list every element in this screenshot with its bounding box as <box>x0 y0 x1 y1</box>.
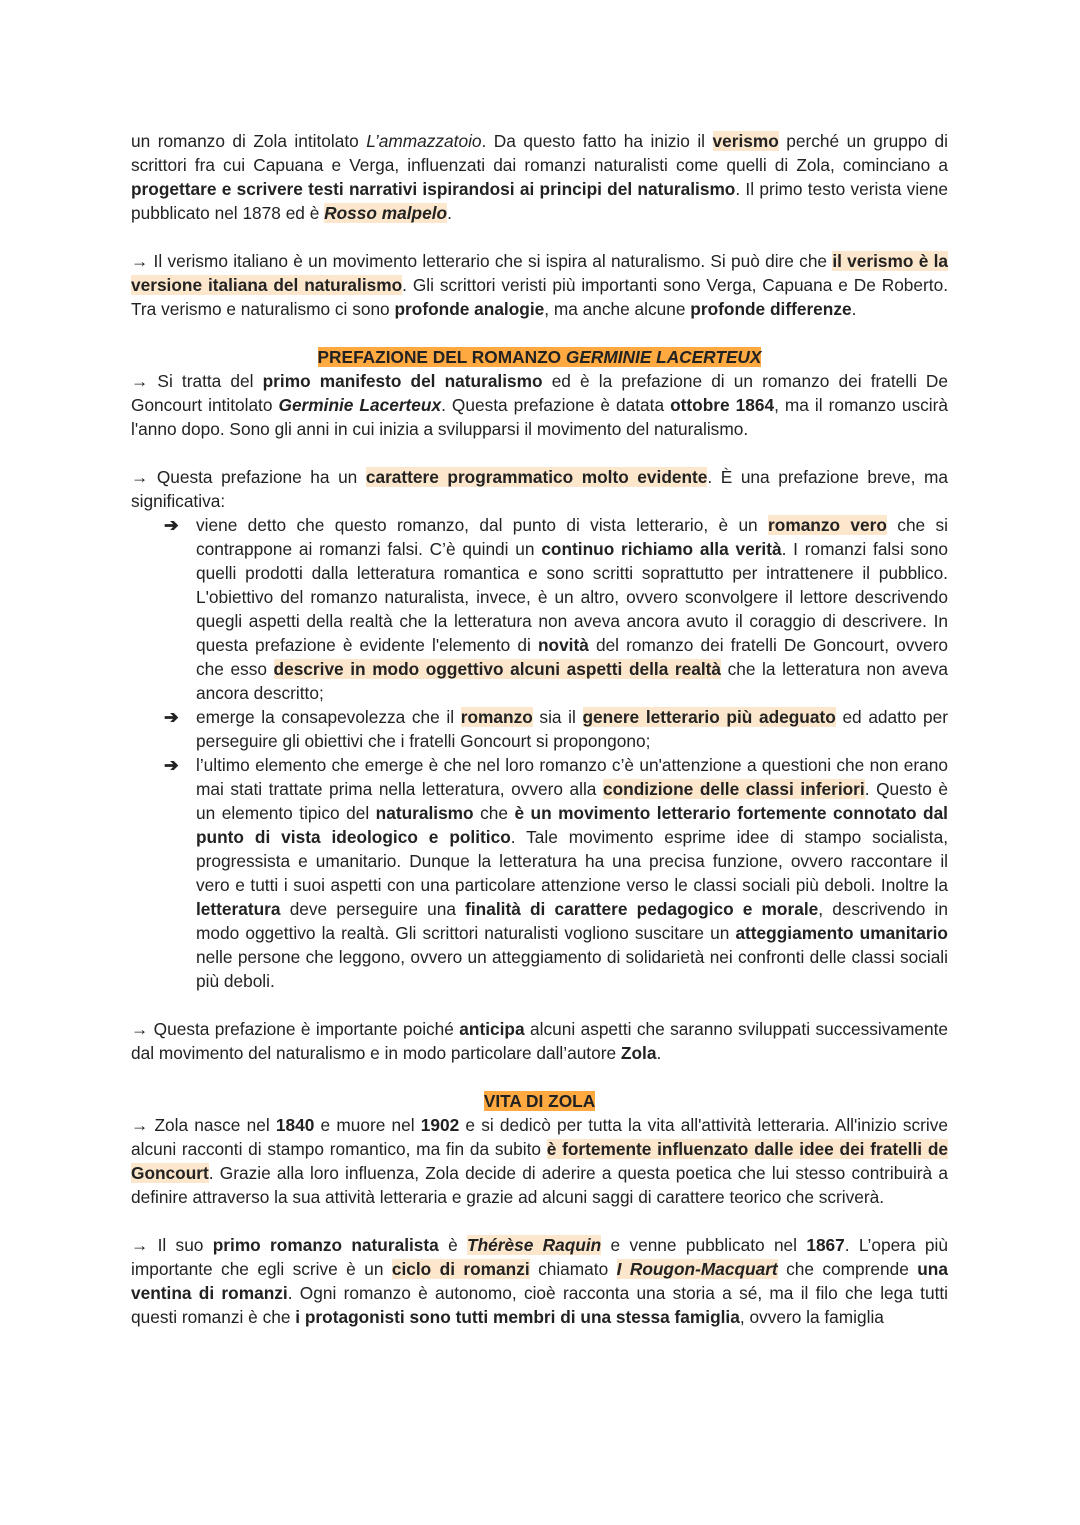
text: perché un gruppo di scrittori fra cui Capuana e Verga, influenzati dai romanzi naturalisti come quelli di Zola, cominciano a <box>131 131 948 175</box>
section-title-text: VITA DI ZOLA <box>483 1091 596 1111</box>
bold-text: è un movimento letterario fortemente connotato dal punto di vista ideologico e politico <box>196 803 948 847</box>
text: del romanzo dei fratelli De Goncourt, ovvero che esso <box>196 635 948 679</box>
text: ed adatto per perseguire gli obiettivi che i fratelli Goncourt si propongono; <box>196 707 948 751</box>
highlight: carattere programmatico molto evidente <box>365 467 708 487</box>
text: → Il suo <box>131 1235 213 1255</box>
text: chiamato <box>529 1259 617 1279</box>
book-title-highlight: Rosso malpelo <box>324 203 448 223</box>
highlight: condizione delle classi inferiori <box>603 779 865 799</box>
list-item <box>131 513 948 705</box>
bold-text: anticipa <box>459 1019 525 1039</box>
bold-text: i protagonisti sono tutti membri di una stessa famiglia <box>295 1307 740 1327</box>
book-title-highlight: Thérèse Raquin <box>467 1235 602 1255</box>
text: che si contrappone ai romanzi falsi. C’è quindi un <box>196 515 949 559</box>
bold-text: Zola <box>620 1043 657 1063</box>
text: . <box>851 299 857 319</box>
bold-text: progettare e scrivere testi narrativi ispirandosi ai principi del naturalismo <box>131 179 736 199</box>
text: , ma anche alcune <box>544 299 691 319</box>
section-title-text: PREFAZIONE DEL ROMANZO <box>317 347 566 367</box>
text: . I romanzi falsi sono quelli prodotti dalla letteratura romantica e sono scritti soprattutto per intrattenere il pubblico. L'obiettivo del romanzo naturalista, invece, è un altro, ovvero sconvolgere il lettore descrivendo quegli aspetti della realtà che la letteratura non aveva ancora avuto il coraggio di descrivere. In questa prefazione è evidente l'elemento di <box>196 539 949 655</box>
text: . Ogni romanzo è autonomo, cioè racconta una storia a sé, ma il filo che lega tutti questi romanzi è che <box>131 1283 949 1327</box>
zola-paragraph-1 <box>131 1113 948 1209</box>
prefazione-paragraph-2 <box>131 465 948 513</box>
text: . L’opera più importante che egli scrive è un <box>131 1235 948 1279</box>
text: l’ultimo elemento che emerge è che nel loro romanzo c’è un'attenzione a questioni che non erano mai stati trattate prima nella letteratura, ovvero alla <box>196 755 948 799</box>
text: alcuni aspetti che saranno sviluppati successivamente dal movimento del naturalismo e in modo particolare dall’autore <box>131 1019 948 1063</box>
text: nelle persone che leggono, ovvero un atteggiamento di solidarietà nei confronti delle classi sociali più deboli. <box>196 947 948 991</box>
text: che <box>473 803 515 823</box>
text: → Il verismo italiano è un movimento letterario che si ispira al naturalismo. Si può dire che <box>131 251 833 271</box>
text: . Da questo fatto ha inizio il <box>481 131 713 151</box>
bold-text: ottobre 1864 <box>670 395 775 415</box>
document-page <box>131 129 948 1329</box>
text: . Questo è un elemento tipico del <box>196 779 948 823</box>
intro-paragraph <box>131 129 948 225</box>
bold-text: 1902 <box>420 1115 460 1135</box>
bold-text: finalità di carattere pedagogico e morale <box>465 899 819 919</box>
highlight: romanzo <box>460 707 533 727</box>
book-title: L’ammazzatoio <box>366 131 482 151</box>
text: . Questa prefazione è datata <box>441 395 671 415</box>
section-title-book: GERMINIE LACERTEUX <box>565 347 762 367</box>
prefazione-paragraph-1 <box>131 369 948 441</box>
section-title-vita-di-zola <box>131 1089 948 1113</box>
highlight-verismo: verismo <box>712 131 779 151</box>
text: un romanzo di Zola intitolato <box>131 131 367 151</box>
text: ed è la prefazione di un romanzo dei fratelli De Goncourt intitolato <box>131 371 949 415</box>
text: . <box>656 1043 662 1063</box>
highlight: genere letterario più adeguato <box>582 707 836 727</box>
text: , descrivendo in modo oggettivo la realtà. Gli scrittori naturalisti vogliono suscitare un <box>196 899 948 943</box>
verismo-paragraph <box>131 249 948 321</box>
text: e muore nel <box>314 1115 421 1135</box>
text: . È una prefazione breve, ma significativa: <box>131 467 949 511</box>
text: , ma il romanzo uscirà l'anno dopo. Sono gli anni in cui inizia a svilupparsi il movimento del naturalismo. <box>131 395 948 439</box>
list-item <box>131 705 948 753</box>
bold-text: 1867 <box>806 1235 845 1255</box>
text: è <box>438 1235 468 1255</box>
arrow-bullet-icon: ➔ <box>164 707 179 727</box>
highlight: descrive in modo oggettivo alcuni aspetti della realtà <box>273 659 722 679</box>
text: . Gli scrittori veristi più importanti sono Verga, Capuana e De Roberto. Tra verismo e naturalismo ci sono <box>131 275 948 319</box>
text: e si dedicò per tutta la vita all'attività letteraria. All'inizio scrive alcuni racconti di stampo romantico, ma fin da subito <box>131 1115 948 1159</box>
prefazione-paragraph-3 <box>131 1017 948 1065</box>
bullet-list <box>131 513 948 993</box>
highlight: è fortemente influenzato dalle idee dei fratelli de Goncourt <box>131 1139 948 1183</box>
arrow-bullet-icon: ➔ <box>164 755 179 775</box>
bold-text: continuo richiamo alla verità <box>541 539 782 559</box>
text: → Si tratta del <box>131 371 263 391</box>
bold-text: atteggiamento umanitario <box>735 923 948 943</box>
text: emerge la consapevolezza che il <box>196 707 461 727</box>
text: , ovvero la famiglia <box>739 1307 884 1327</box>
book-title: Germinie Lacerteux <box>278 395 442 415</box>
highlight: ciclo di romanzi <box>391 1259 530 1279</box>
bold-text: naturalismo <box>375 803 474 823</box>
bold-text: 1840 <box>275 1115 315 1135</box>
text: . <box>447 203 452 223</box>
bold-text: profonde differenze <box>690 299 852 319</box>
bold-text: novità <box>537 635 589 655</box>
text: . Tale movimento esprime idee di stampo socialista, progressista e umanitario. Dunque la letteratura ha una precisa funzione, ovvero raccontare il vero e tutti i suoi aspetti con una particolare attenzione verso le classi sociali più deboli. Inoltre la <box>196 827 949 895</box>
bold-text: primo romanzo naturalista <box>212 1235 439 1255</box>
bold-text: una ventina di romanzi <box>131 1259 948 1303</box>
bold-text: letteratura <box>196 899 281 919</box>
highlight: il verismo è la versione italiana del naturalismo <box>131 251 949 295</box>
bold-text: profonde analogie <box>394 299 545 319</box>
section-title-prefazione <box>131 345 948 369</box>
bold-text: primo manifesto del naturalismo <box>262 371 543 391</box>
text: che comprende <box>777 1259 918 1279</box>
zola-paragraph-2 <box>131 1233 948 1329</box>
text: → Zola nasce nel <box>131 1115 276 1135</box>
text: sia il <box>532 707 583 727</box>
book-title-highlight: I Rougon-Macquart <box>616 1259 778 1279</box>
text: viene detto che questo romanzo, dal punto di vista letterario, è un <box>196 515 769 535</box>
arrow-bullet-icon: ➔ <box>164 515 179 535</box>
text: . Grazie alla loro influenza, Zola decide di aderire a questa poetica che lui stesso contribuirà a definire attraverso la sua attività letteraria e grazie ad alcuni saggi di carattere teorico che scriverà. <box>131 1163 948 1207</box>
text: . Il primo testo verista viene pubblicato nel 1878 ed è <box>131 179 948 223</box>
text: che la letteratura non aveva ancora descritto; <box>196 659 949 703</box>
highlight: romanzo vero <box>768 515 887 535</box>
text: deve perseguire una <box>280 899 466 919</box>
text: e venne pubblicato nel <box>601 1235 807 1255</box>
text: → Questa prefazione ha un <box>131 467 366 487</box>
text: → Questa prefazione è importante poiché <box>131 1019 460 1039</box>
list-item <box>131 753 948 993</box>
